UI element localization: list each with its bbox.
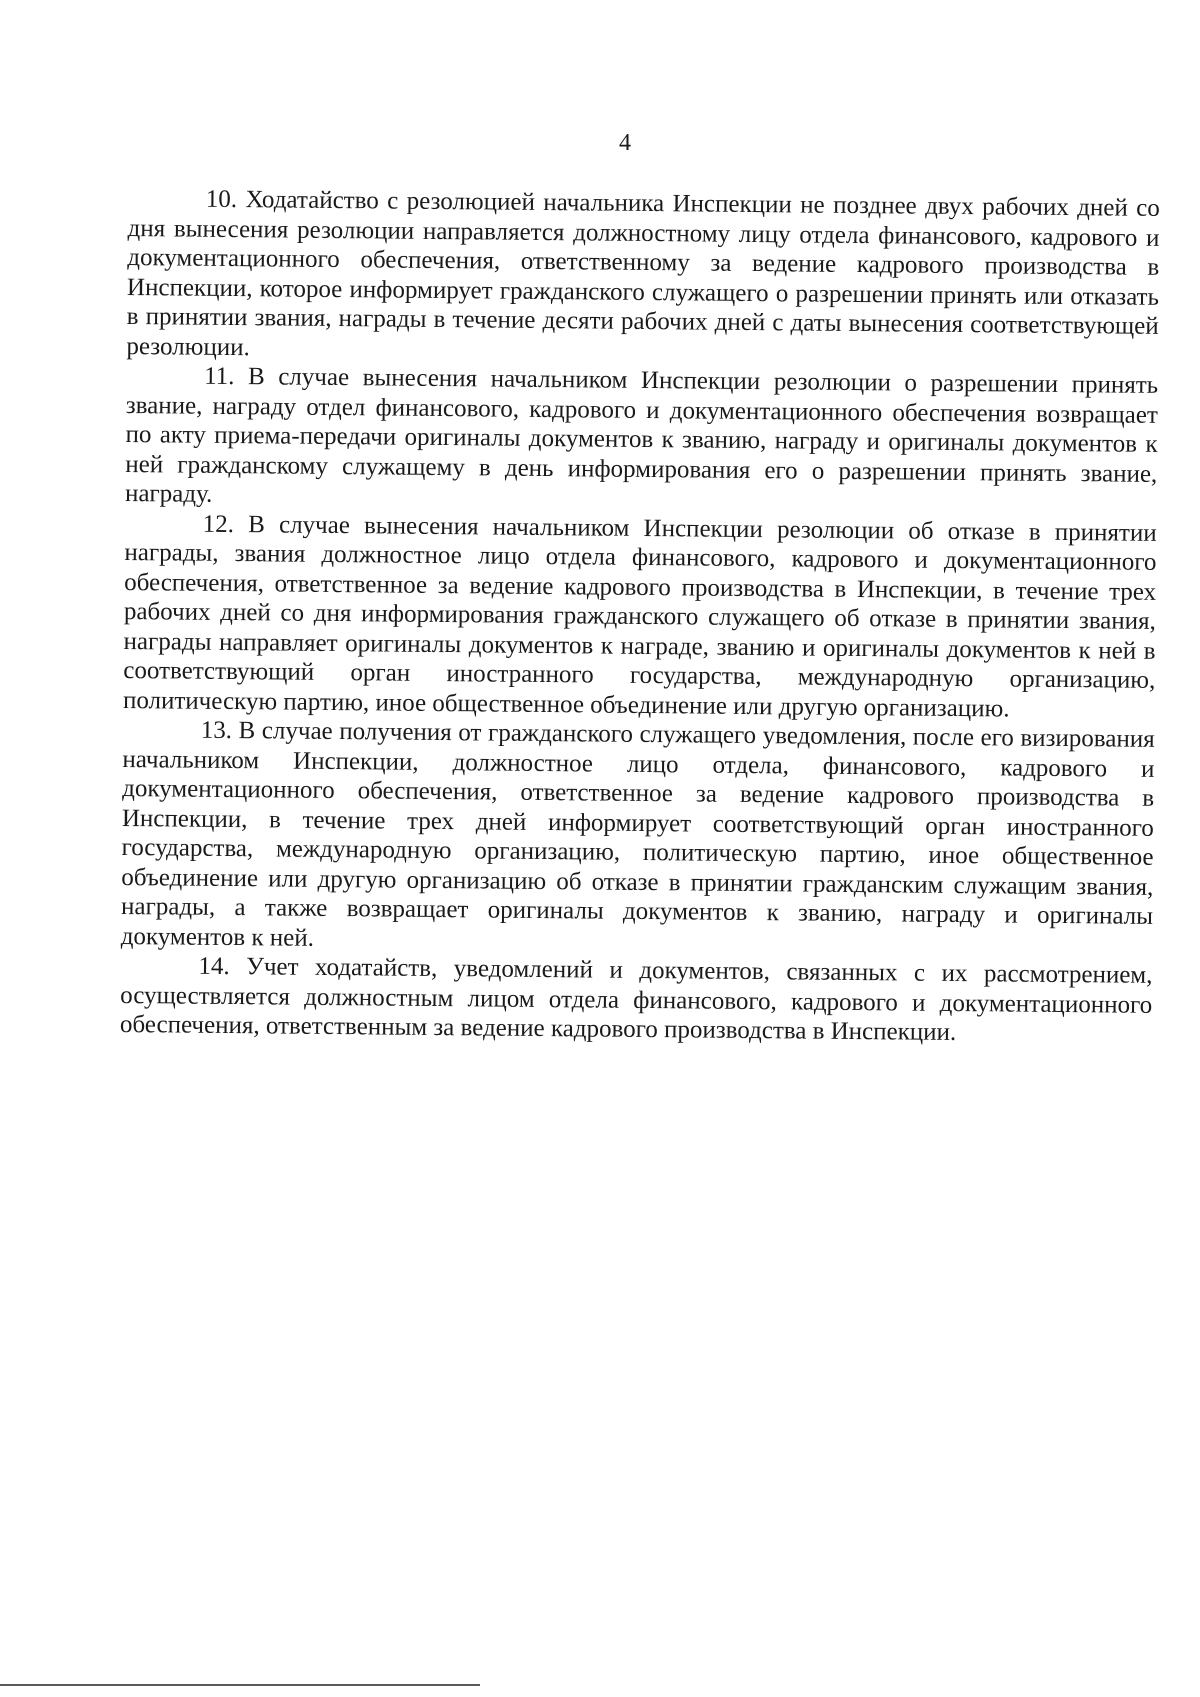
- paragraph-13: 13. В случае получения от гражданского служащего уведомления, после его визирования начальником Инспекции, должностное лицо отдела, финансового, кадрового и документационного обеспечения, ответственное за ведение кадрового производства в Инспекции, в течение трех дней информирует соответствующий орган иностранного государства, международную организацию, политическую партию, иное общественное объединение или другую организацию об отказе в принятии гражданским служащим звания, награды, а также возвращает оригиналы документов к званию, награду и оригиналы документов к ней.: [120, 716, 1155, 952]
- page-number: 4: [619, 130, 631, 156]
- paragraph-14: 14. Учет ходатайств, уведомлений и документов, связанных с их рассмотрением, осуществляется должностным лицом отдела финансового, кадрового и документационного обеспечения, ответственным за ведение кадрового производства в Инспекции.: [119, 952, 1153, 1046]
- paragraph-11: 11. В случае вынесения начальником Инспекции резолюции о разрешении принять звание, награду отдел финансового, кадрового и документационного обеспечения возвращает по акту приема-передачи оригиналы документов к званию, награду и оригиналы документов к ней гражданскому служащему в день информирования его о разрешении принять звание, награду.: [124, 362, 1159, 508]
- scan-edge-line: [0, 1684, 480, 1686]
- paragraph-12: 12. В случае вынесения начальником Инспекции резолюции об отказе в принятии награды, звания должностное лицо отдела финансового, кадрового и документационного обеспечения, ответственное за ведение кадрового производства в Инспекции, в течение трех рабочих дней со дня информирования гражданского служащего об отказе в принятии звания, награды направляет оригиналы документов к награде, званию и оригиналы документов к ней в соответствующий орган иностранного государства, международную организацию, политическую партию, иное общественное объединение или другую организацию.: [122, 510, 1157, 722]
- document-body: [120, 184, 1160, 1049]
- paragraph-10: 10. Ходатайство с резолюцией начальника Инспекции не позднее двух рабочих дней со дня вынесения резолюции направляется должностному лицу отдела финансового, кадрового и документационного обеспечения, ответственному за ведение кадрового производства в Инспекции, которое информирует гражданского служащего о разрешении принять или отказать в принятии звания, награды в течение десяти рабочих дней с даты вынесения соответствующей резолюции.: [126, 185, 1160, 361]
